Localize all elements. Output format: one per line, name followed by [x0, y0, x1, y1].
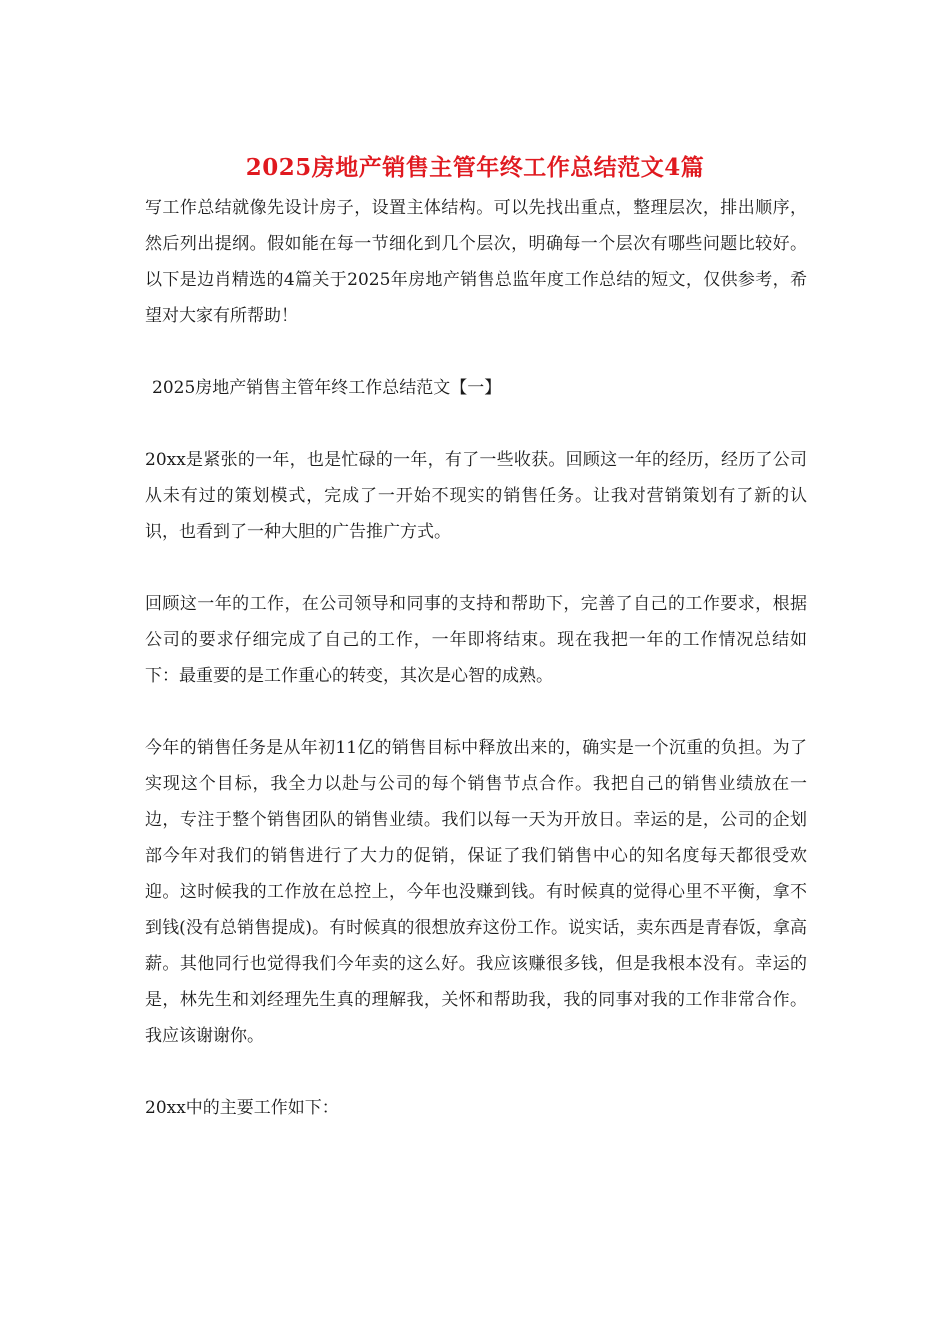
spacer [145, 406, 807, 442]
body-paragraph: 20xx中的主要工作如下： [145, 1098, 339, 1118]
document-title: 2025房地产销售主管年终工作总结范文4篇 [245, 154, 705, 181]
intro-paragraph: 写工作总结就像先设计房子，设置主体结构。可以先找出重点，整理层次，排出顺序，然后列出提纲。假如能在每一节细化到几个层次，明确每一个层次有哪些问题比较好。以下是边肖精选的4篇关于2025年房地产销售总监年度工作总结的短文，仅供参考，希望对大家有所帮助！ [145, 198, 807, 326]
spacer [145, 334, 807, 370]
body-paragraph: 回顾这一年的工作，在公司领导和同事的支持和帮助下，完善了自己的工作要求，根据公司的要求仔细完成了自己的工作，一年即将结束。现在我把一年的工作情况总结如下：最重要的是工作重心的转变，其次是心智的成熟。 [145, 594, 807, 686]
document-body [145, 190, 807, 1126]
section-heading: 2025房地产销售主管年终工作总结范文【一】 [152, 378, 502, 398]
body-paragraph: 20xx是紧张的一年，也是忙碌的一年，有了一些收获。回顾这一年的经历，经历了公司从未有过的策划模式，完成了一开始不现实的销售任务。让我对营销策划有了新的认识，也看到了一种大胆的广告推广方式。 [145, 450, 807, 542]
spacer [145, 550, 807, 586]
spacer [145, 1054, 807, 1090]
body-paragraph: 今年的销售任务是从年初11亿的销售目标中释放出来的，确实是一个沉重的负担。为了实现这个目标，我全力以赴与公司的每个销售节点合作。我把自己的销售业绩放在一边，专注于整个销售团队的销售业绩。我们以每一天为开放日。幸运的是，公司的企划部今年对我们的销售进行了大力的促销，保证了我们销售中心的知名度每天都很受欢迎。这时候我的工作放在总控上，今年也没赚到钱。有时候真的觉得心里不平衡，拿不到钱(没有总销售提成)。有时候真的很想放弃这份工作。说实话，卖东西是青春饭，拿高薪。其他同行也觉得我们今年卖的这么好。我应该赚很多钱，但是我根本没有。幸运的是，林先生和刘经理先生真的理解我，关怀和帮助我，我的同事对我的工作非常合作。我应该谢谢你。 [145, 738, 807, 1046]
spacer [145, 694, 807, 730]
